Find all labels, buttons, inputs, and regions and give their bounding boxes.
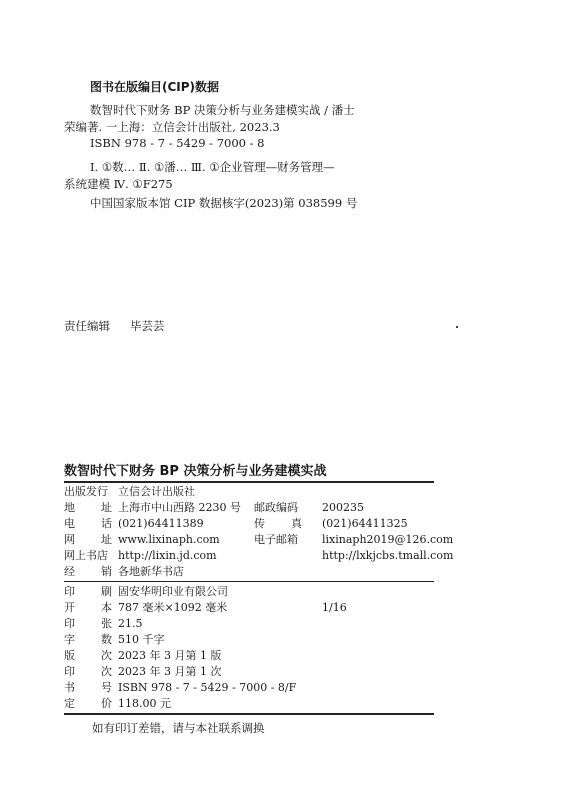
cip-line-2: 荣编著. 一上海：立信会计出版社, 2023.3 [64, 120, 280, 134]
spec-value: 2023 年 3 月第 1 次 [118, 665, 222, 678]
spec-value: 21.5 [118, 617, 143, 630]
rule-top [64, 481, 434, 483]
spec-label: 开 本 [64, 601, 112, 614]
book-title: 数智时代下财务 BP 决策分析与业务建模实战 [64, 464, 327, 479]
spec-row-edition [64, 648, 444, 664]
spec-value: 固安华明印业有限公司 [118, 585, 228, 598]
online-store-tmall: http://lxkjcbs.tmall.com [322, 549, 454, 562]
website-row [64, 532, 454, 548]
address-label: 地 址 [64, 501, 112, 514]
distributor-row [64, 564, 444, 580]
address-row [64, 500, 444, 516]
spec-row-sheets [64, 616, 444, 632]
spec-label: 字 数 [64, 633, 112, 646]
spec-row-wordcount [64, 632, 444, 648]
email-label: 电子邮箱 [254, 533, 298, 546]
cip-line-3: ISBN 978 - 7 - 5429 - 7000 - 8 [90, 136, 265, 150]
publisher-name: 立信会计出版社 [118, 485, 195, 498]
spec-value: 118.00 元 [118, 697, 171, 710]
distributor-label: 经 销 [64, 565, 112, 578]
cip-title: 图书在版编目(CIP)数据 [90, 80, 220, 94]
phone-value: (021)64411389 [118, 517, 204, 530]
phone-row [64, 516, 444, 532]
publisher-row [64, 484, 444, 500]
website-value: www.lixinaph.com [118, 533, 220, 546]
spec-row-format [64, 600, 444, 616]
address-value: 上海市中山西路 2230 号 [118, 501, 241, 514]
phone-label: 电 话 [64, 517, 112, 530]
cip-line-5: 系统建模 Ⅳ. ①F275 [64, 177, 173, 191]
postcode-value: 200235 [322, 501, 364, 514]
spec-value: 787 毫米×1092 毫米 [118, 601, 228, 614]
spec-value: 510 千字 [118, 633, 165, 646]
spec-label: 印 张 [64, 617, 112, 630]
online-store-label: 网上书店 [64, 549, 108, 562]
postcode-label: 邮政编码 [254, 501, 298, 514]
spec-row-isbn [64, 680, 444, 696]
online-store-jd: http://lixin.jd.com [118, 549, 217, 562]
spec-label: 书 号 [64, 681, 112, 694]
distributor-value: 各地新华书店 [118, 565, 184, 578]
spec-value: 2023 年 3 月第 1 版 [118, 649, 222, 662]
spec-row-price [64, 696, 444, 712]
cip-line-6: 中国国家版本馆 CIP 数据核字(2023)第 038599 号 [90, 196, 358, 210]
website-label: 网 址 [64, 533, 112, 546]
footer-notice: 如有印订差错，请与本社联系调换 [92, 721, 265, 735]
spec-label: 印 次 [64, 665, 112, 678]
spec-row-printing [64, 664, 444, 680]
online-store-row [64, 548, 454, 564]
email-value: lixinaph2019@126.com [322, 533, 454, 546]
rule-bottom [64, 713, 434, 715]
spec-extra: 1/16 [322, 601, 347, 614]
fax-value: (021)64411325 [322, 517, 408, 530]
editor-label: 责任编辑 [64, 319, 110, 333]
spec-label: 版 次 [64, 649, 112, 662]
editor-name: 毕芸芸 [130, 319, 165, 333]
rule-middle [64, 581, 434, 582]
cip-line-1: 数智时代下财务 BP 决策分析与业务建模实战 / 潘士 [90, 103, 355, 117]
spec-row-printer [64, 584, 444, 600]
cip-line-4: Ⅰ. ①数… Ⅱ. ①潘… Ⅲ. ①企业管理—财务管理— [90, 160, 335, 174]
scan-speck [456, 326, 458, 328]
fax-label: 传 真 [254, 517, 302, 530]
spec-value: ISBN 978 - 7 - 5429 - 7000 - 8/F [118, 681, 297, 694]
spec-label: 定 价 [64, 697, 112, 710]
spec-label: 印 刷 [64, 585, 112, 598]
publisher-label: 出版发行 [64, 485, 108, 498]
